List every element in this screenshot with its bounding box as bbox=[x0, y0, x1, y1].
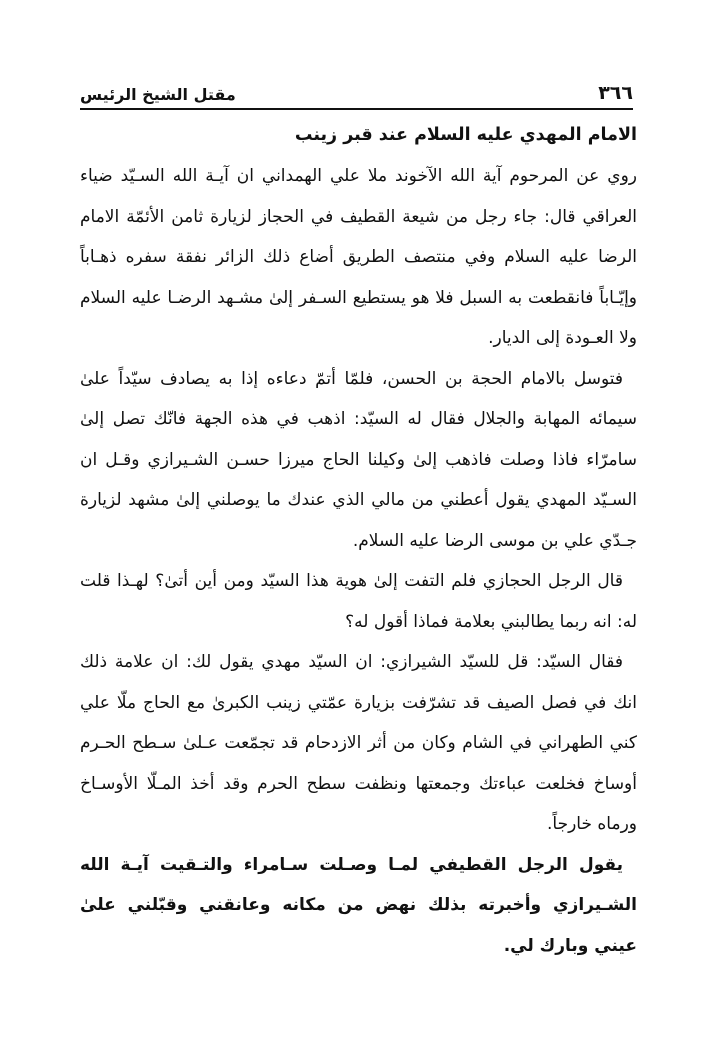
paragraph-4: فقال السيّد: قل للسيّد الشيرازي: ان السيّد مهدي يقول لك: ان علامة ذلك انك في فصل الصيف قد تشرّفت بزيارة عمّتي زينب الكبرىٰ مع الحاج ملّا علي كني الطهراني في الشام وكان من أثر الازدحام قد تجمّعت عـلىٰ سـطح الحـرم أوساخ فخلعت عباءتك وجمعتها ونظفت سطح الحرم وقد أخذ المـلّا الأوسـاخ ورماه خارجاً. bbox=[80, 652, 637, 834]
paragraph-1: روي عن المرحوم آية الله الآخوند ملا علي الهمداني ان آيـة الله السـيّد ضياء العراقي قال: جاء رجل من شيعة القطيف في الحجاز لزيارة ثامن الأئمّة الامام الرضا عليه السلام وفي منتصف الطريق أضاع ذلك الزائر نفقة سفره ذهـاباً وإيّـاباً فانقطعت به السبل فلا هو يستطيع السـفر إلىٰ مشـهد الرضـا عليه السلام ولا العـودة إلى الديار. bbox=[80, 166, 637, 348]
section-heading: الامام المهدي عليه السلام عند قبر زينب bbox=[294, 125, 637, 145]
paragraph-2: فتوسل بالامام الحجة بن الحسن، فلمّا أتمّ دعاءه إذا به يصادف سيّداً علىٰ سيمائه المهابة والجلال فقال له السيّد: اذهب في هذه الجهة فانّك تصل إلىٰ سامرّاء فاذا وصلت فاذهب إلىٰ وكيلنا الحاج ميرزا حسـن الشـيرازي وقـل ان السـيّد المهدي يقول أعطني من مالي الذي عندك ما يوصلني إلىٰ مشهد لزيارة جـدّي علي بن موسى الرضا عليه السلام. bbox=[80, 368, 637, 551]
paragraph-3: قال الرجل الحجازي فلم التفت إلىٰ هوية هذا السيّد ومن أين أتىٰ؟ لهـذا قلت له: انه ربما يطالبني بعلامة فماذا أقول له؟ bbox=[80, 571, 637, 632]
page-number: ٣٦٦ bbox=[598, 82, 633, 104]
page-body bbox=[80, 118, 637, 966]
paragraph-5: يقول الرجل القطيفي لمـا وصـلت سـامراء والتـقيت آيـة الله الشـيرازي وأخبرته بذلك نهض من مكانه وعانقني وقبّلني علىٰ عيني وبارك لي. bbox=[80, 854, 637, 956]
page-header bbox=[80, 70, 633, 110]
running-title: مقتل الشيخ الرئيس bbox=[80, 85, 236, 104]
